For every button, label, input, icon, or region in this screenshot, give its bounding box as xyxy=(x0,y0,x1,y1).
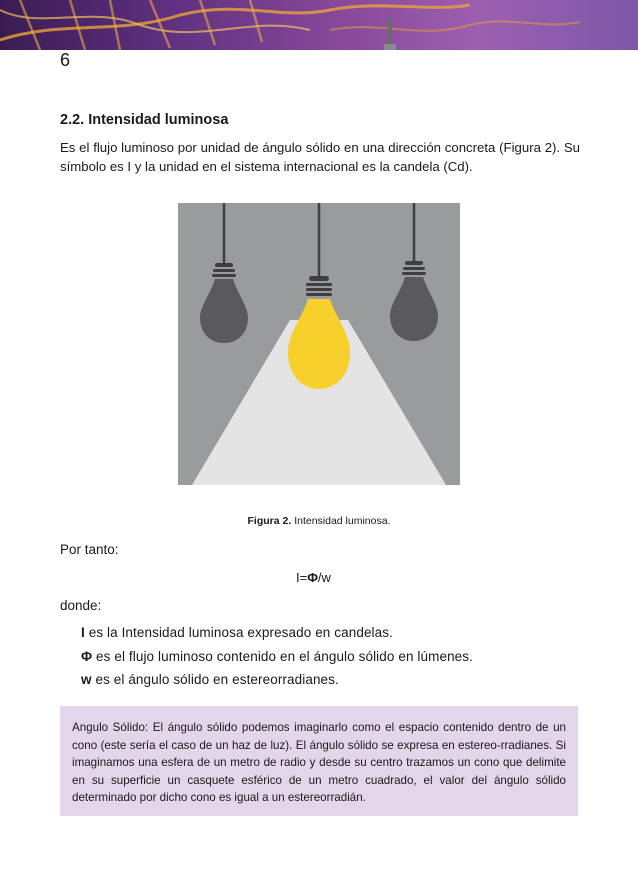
formula-phi: Φ xyxy=(307,570,318,585)
header-banner xyxy=(0,0,638,50)
por-tanto-label: Por tanto: xyxy=(60,542,119,557)
figure-caption xyxy=(0,515,638,527)
definition-symbol: I xyxy=(81,625,85,640)
donde-label: donde: xyxy=(60,598,102,613)
definition-symbol: Φ xyxy=(81,649,93,664)
definition-text: es el flujo luminoso contenido en el ángulo sólido en lúmenes. xyxy=(92,649,473,664)
banner-illustration xyxy=(0,0,638,50)
section-title: 2.2. Intensidad luminosa xyxy=(60,112,229,128)
page-number: 6 xyxy=(60,50,71,70)
light-bulbs-figure xyxy=(178,203,460,485)
definition-item xyxy=(81,672,339,687)
caption-label: Figura 2. xyxy=(247,515,292,527)
formula xyxy=(296,570,331,585)
note-text: Angulo Sólido: El ángulo sólido podemos imaginarlo como el espacio contenido dentro de un cono (este sería el caso de un haz de luz). El ángulo sólido se expresa en estereo-rradianes. Si imaginamos una esfera de un metro de radio y desde su centro trazamos un cono que delimite en su superficie un casquete esférico de un metro cuadrado, el valor del ángulo sólido determinado por dicho cono es igual a un estereorradián. xyxy=(72,721,566,805)
definition-text: es el ángulo sólido en estereorradianes. xyxy=(91,672,339,687)
definition-item xyxy=(81,649,473,664)
definition-text: es la Intensidad luminosa expresado en candelas. xyxy=(84,625,393,640)
formula-rest: /w xyxy=(317,570,331,585)
definition-symbol: w xyxy=(81,672,92,687)
definition-item xyxy=(81,625,393,640)
intro-paragraph: Es el flujo luminoso por unidad de ángulo sólido en una dirección concreta (Figura 2). Su símbolo es I y la unidad en el sistema internacional es la candela (Cd). xyxy=(60,140,580,174)
caption-text: Intensidad luminosa. xyxy=(294,515,391,527)
note-box xyxy=(60,706,578,816)
formula-lhs: I= xyxy=(296,570,308,585)
